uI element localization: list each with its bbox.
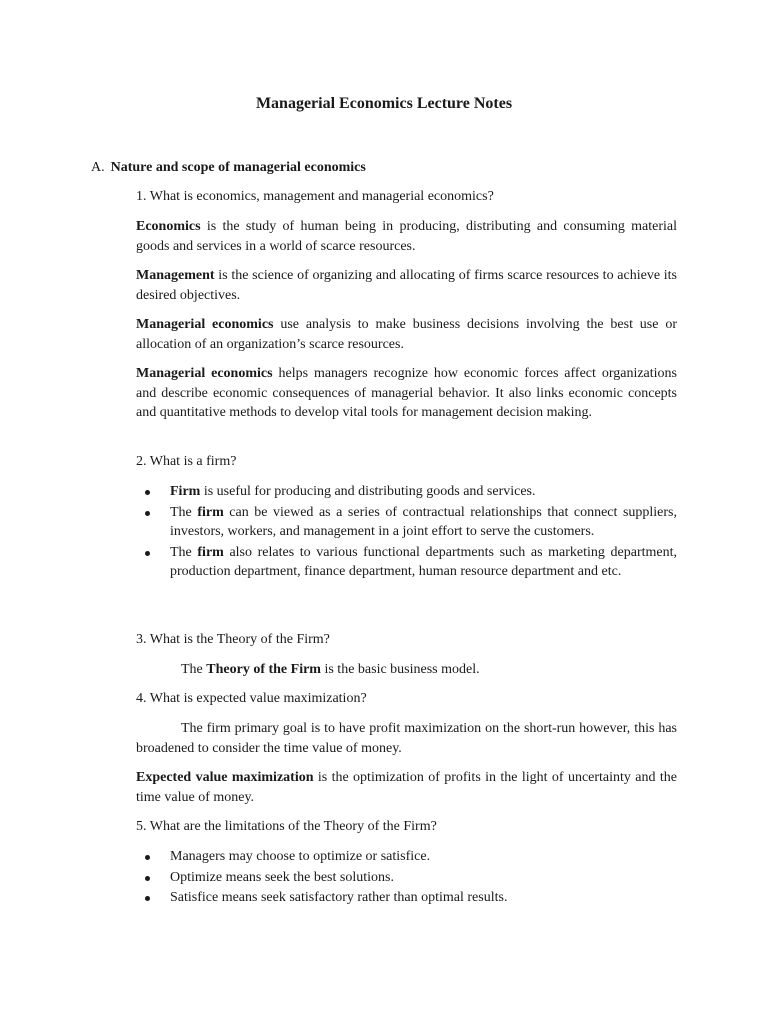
definition-expected-value-maximization: is the optimization of profits in the light of uncertainty and the time value of money. bbox=[136, 770, 677, 805]
section-heading-text: Nature and scope of managerial economics bbox=[110, 160, 366, 175]
section-letter: A. bbox=[91, 160, 105, 175]
paragraph-expected-value bbox=[136, 768, 677, 807]
paragraph-managerial-economics-1 bbox=[136, 315, 677, 354]
definition-managerial-economics-1: use analysis to make business decisions involving the best use or allocation of an organization’s scarce resources. bbox=[136, 317, 677, 352]
paragraph-profit-maximization: The firm primary goal is to have profit maximization on the short-run however, this has broadened to consider the time value of money. bbox=[136, 721, 677, 756]
firm-bullet-list bbox=[136, 482, 677, 583]
definition-management: is the science of organizing and allocating of firms scarce resources to achieve its desired objectives. bbox=[136, 268, 677, 303]
question-4: 4. What is expected value maximization? bbox=[136, 691, 367, 706]
bullet-icon bbox=[145, 896, 150, 901]
list-item bbox=[136, 888, 677, 908]
term-firm: firm bbox=[197, 544, 224, 560]
section-heading bbox=[91, 159, 366, 177]
term-managerial-economics-2: Managerial economics bbox=[136, 366, 273, 381]
bullet-text: Managers may choose to optimize or satisfice. bbox=[170, 849, 431, 864]
paragraph-economics bbox=[136, 217, 677, 256]
term-firm: firm bbox=[197, 504, 224, 520]
term-management: Management bbox=[136, 268, 215, 283]
question-5: 5. What are the limitations of the Theory of the Firm? bbox=[136, 819, 437, 834]
question-1: 1. What is economics, management and managerial economics? bbox=[136, 189, 494, 204]
bullet-text: can be viewed as a series of contractual relationships that connect suppliers, investors, workers, and management in a joint effort to serve the customers. bbox=[170, 504, 678, 539]
term-managerial-economics-1: Managerial economics bbox=[136, 317, 274, 332]
paragraph-management bbox=[136, 266, 677, 305]
list-item bbox=[136, 543, 677, 582]
paragraph-managerial-economics-2 bbox=[136, 364, 677, 423]
question-3: 3. What is the Theory of the Firm? bbox=[136, 632, 330, 647]
list-item bbox=[136, 868, 677, 888]
bullet-icon bbox=[145, 490, 150, 495]
definition-managerial-economics-2: helps managers recognize how economic forces affect organizations and describe economic consequences of managerial behavior. It also links economic concepts and quantitative methods to develop vital tools for management decision making. bbox=[136, 366, 677, 420]
bullet-prefix: The bbox=[170, 544, 198, 560]
question-2: 2. What is a firm? bbox=[136, 454, 237, 469]
term-theory-of-the-firm: Theory of the Firm bbox=[206, 662, 321, 677]
limitations-bullet-list bbox=[136, 847, 677, 909]
bullet-icon bbox=[145, 511, 150, 516]
list-item bbox=[136, 503, 677, 542]
bullet-text: Optimize means seek the best solutions. bbox=[170, 869, 394, 885]
list-item bbox=[136, 482, 677, 502]
list-item bbox=[136, 847, 677, 867]
bullet-text: Satisfice means seek satisfactory rather than optimal results. bbox=[170, 890, 508, 905]
bullet-text: is useful for producing and distributing goods and services. bbox=[200, 484, 536, 499]
bullet-prefix: The bbox=[170, 504, 198, 520]
bullet-icon bbox=[145, 551, 150, 556]
term-economics: Economics bbox=[136, 219, 201, 234]
document-title: Managerial Economics Lecture Notes bbox=[255, 95, 513, 112]
paragraph-theory-of-firm bbox=[181, 660, 677, 680]
term-firm: Firm bbox=[170, 484, 201, 499]
definition-theory-of-the-firm: is the basic business model. bbox=[320, 662, 480, 677]
bullet-icon bbox=[145, 876, 150, 881]
bullet-icon bbox=[145, 855, 150, 860]
theory-prefix: The bbox=[181, 662, 207, 677]
definition-economics: is the study of human being in producing, distributing and consuming material goods and services in a world of scarce resources. bbox=[136, 219, 677, 254]
term-expected-value-maximization: Expected value maximization bbox=[136, 770, 314, 785]
bullet-text: also relates to various functional departments such as marketing department, production department, finance department, human resource department and etc. bbox=[170, 544, 677, 579]
